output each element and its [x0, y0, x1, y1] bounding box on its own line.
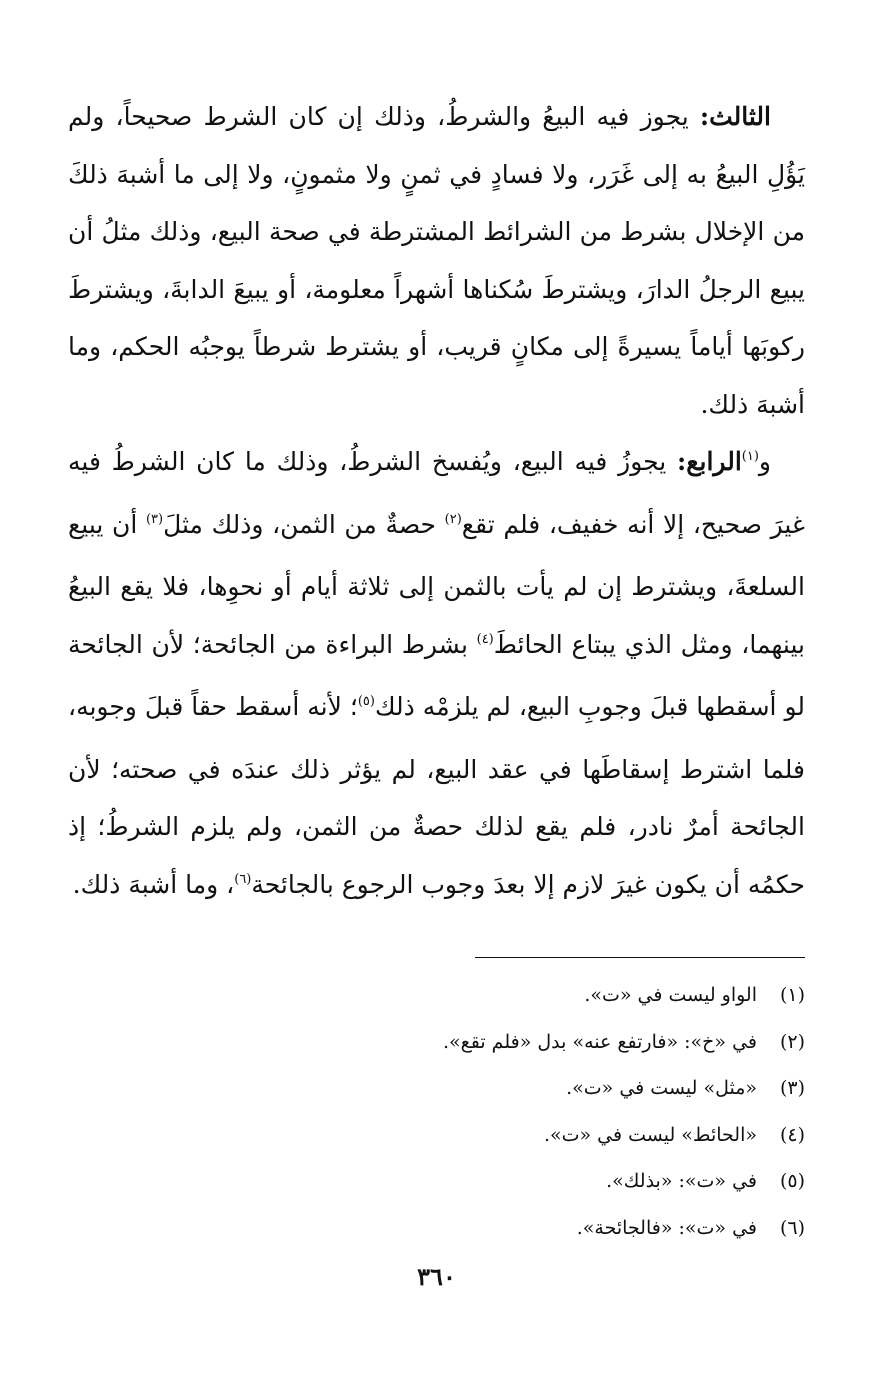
footnote-separator	[475, 957, 805, 958]
main-text	[68, 88, 805, 918]
footnote-item	[68, 1205, 805, 1252]
paragraph-third	[68, 88, 805, 433]
footnote-text: في «خ»: «فارتفع عنه» بدل «فلم تقع».	[442, 1030, 757, 1053]
footnote-text: في «ت»: «فالجائحة».	[576, 1216, 757, 1239]
paragraph-fourth	[68, 433, 805, 918]
page-number: ٣٦٠	[417, 1262, 456, 1291]
footnote-text: «مثل» ليست في «ت».	[566, 1077, 757, 1099]
footnote-item	[68, 1112, 805, 1159]
paragraph-text: ، وما أشبهَ ذلك.	[72, 869, 235, 899]
paragraph-heading: الثالث:	[699, 102, 771, 131]
footnote-text: «الحائط» ليست في «ت».	[543, 1123, 757, 1146]
paragraph-text: بشرط البراءة من الجائحة؛ لأن الجائحة لو أسقطها قبلَ وجوبِ البيع، لم يلزمْه ذلك	[68, 629, 805, 721]
footnote-reference-4: (٤)	[476, 631, 494, 647]
paragraph-text: ؛ لأنه أسقط حقاً قبلَ وجوبه، فلما اشترط إسقاطَها في عقد البيع، لم يؤثر ذلك عندَه في صحته؛ لأن الجائحة أمرٌ نادر، فلم يقع لذلك حصةٌ من الثمن، ولم يلزم الشرطُ؛ إذ حكمُه أن يكون غيرَ لازم إلا بعدَ وجوب الرجوع بالجائحة	[68, 692, 805, 899]
footnote-number: (٥)	[779, 1170, 805, 1192]
footnote-number: (١)	[779, 984, 805, 1006]
footnote-reference-2: (٢)	[444, 511, 462, 527]
paragraph-text: يجوزُ فيه البيع، ويُفسخ الشرطُ، وذلك ما كان الشرطُ فيه غيرَ صحيح، إلا أنه خفيف، فلم تقع	[68, 447, 805, 539]
footnote-number: (٢)	[779, 1030, 805, 1053]
footnote-reference-3: (٣)	[145, 511, 164, 527]
paragraph-text: أن يبيع السلعةَ، ويشترط إن لم يأت بالثمن إلى ثلاثة أيام أو نحوِها، فلا يقع البيعُ بينهما، ومثل الذي يبتاع الحائطَ	[68, 509, 805, 659]
footnote-item	[68, 972, 805, 1019]
footnote-reference-1: (١)	[741, 449, 759, 464]
footnotes-list	[68, 972, 805, 1251]
footnote-item	[68, 1065, 805, 1112]
paragraph-text: حصةٌ من الثمن، وذلك مثلَ	[163, 509, 445, 539]
footnote-number: (٣)	[779, 1077, 805, 1099]
footnote-text: في «ت»: «بذلك».	[606, 1170, 757, 1192]
footnote-number: (٦)	[779, 1216, 805, 1239]
footnote-item	[68, 1158, 805, 1205]
paragraph-prefix: و	[758, 447, 771, 476]
footnote-text: الواو ليست في «ت».	[584, 984, 757, 1006]
paragraph-text: يجوز فيه البيعُ والشرطُ، وذلك إن كان الشرط صحيحاً، ولم يَؤُلِ البيعُ به إلى غَرَر، ولا فسادٍ في ثمنٍ ولا مثمونٍ، ولا إلى ما أشبهَ ذلكَ من الإخلال بشرط من الشرائط المشترطة في صحة البيع، وذلك مثلُ أن يبيع الرجلُ الدارَ، ويشترطَ سُكناها أشهراً معلومة، أو يبيعَ الدابةَ، ويشترطَ ركوبَها أياماً يسيرةً إلى مكانٍ قريب، أو يشترط شرطاً يوجبُه الحكم، وما أشبهَ ذلك.	[68, 102, 805, 419]
footnote-reference-5: (٥)	[357, 694, 375, 709]
footnote-number: (٤)	[779, 1123, 805, 1146]
footnote-reference-6: (٦)	[234, 871, 252, 887]
footnote-item	[68, 1019, 805, 1066]
paragraph-heading: الرابع:	[676, 447, 742, 476]
